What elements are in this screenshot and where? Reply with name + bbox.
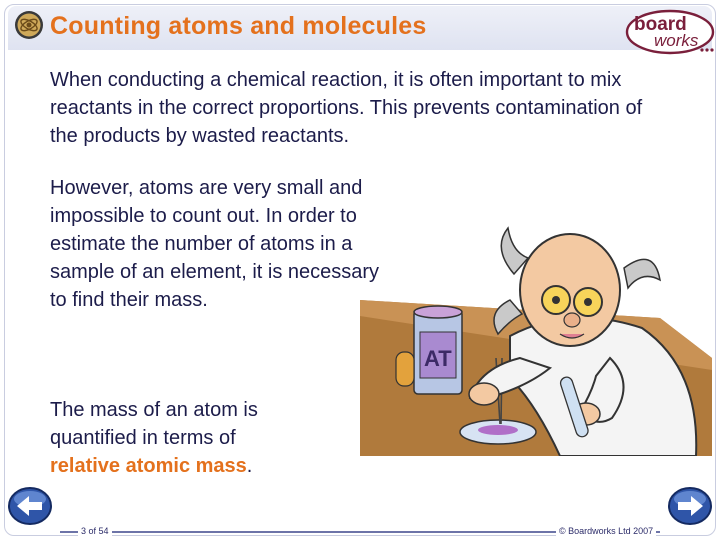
page-counter: 3 of 54 [78, 526, 112, 536]
jar-label: AT [424, 346, 452, 371]
relative-atomic-mass-term: relative atomic mass [50, 455, 247, 477]
page-title: Counting atoms and molecules [50, 12, 427, 40]
atom-emblem-icon [14, 10, 44, 40]
intro-paragraph: When conducting a chemical reaction, it is often important to mix reactants in the correct proportions. This prevents contamination of the products by wasted reactants. [50, 69, 643, 147]
boardworks-logo [624, 8, 716, 58]
forward-arrow-icon[interactable] [666, 484, 714, 528]
mass-paragraph-text: The mass of an atom is quantified in terms of [50, 399, 258, 449]
mass-paragraph-end: . [246, 455, 253, 477]
atoms-paragraph: However, atoms are very small and impossible to count out. In order to estimate the number of atoms in a sample of an element, it is necessary to find their mass. [50, 177, 380, 311]
scientist-illustration [360, 208, 712, 456]
logo-board: board [634, 14, 687, 35]
mass-paragraph [50, 396, 350, 480]
copyright-notice: © Boardworks Ltd 2007 [556, 526, 656, 536]
back-arrow-icon[interactable] [6, 484, 54, 528]
logo-works: works [654, 31, 699, 50]
